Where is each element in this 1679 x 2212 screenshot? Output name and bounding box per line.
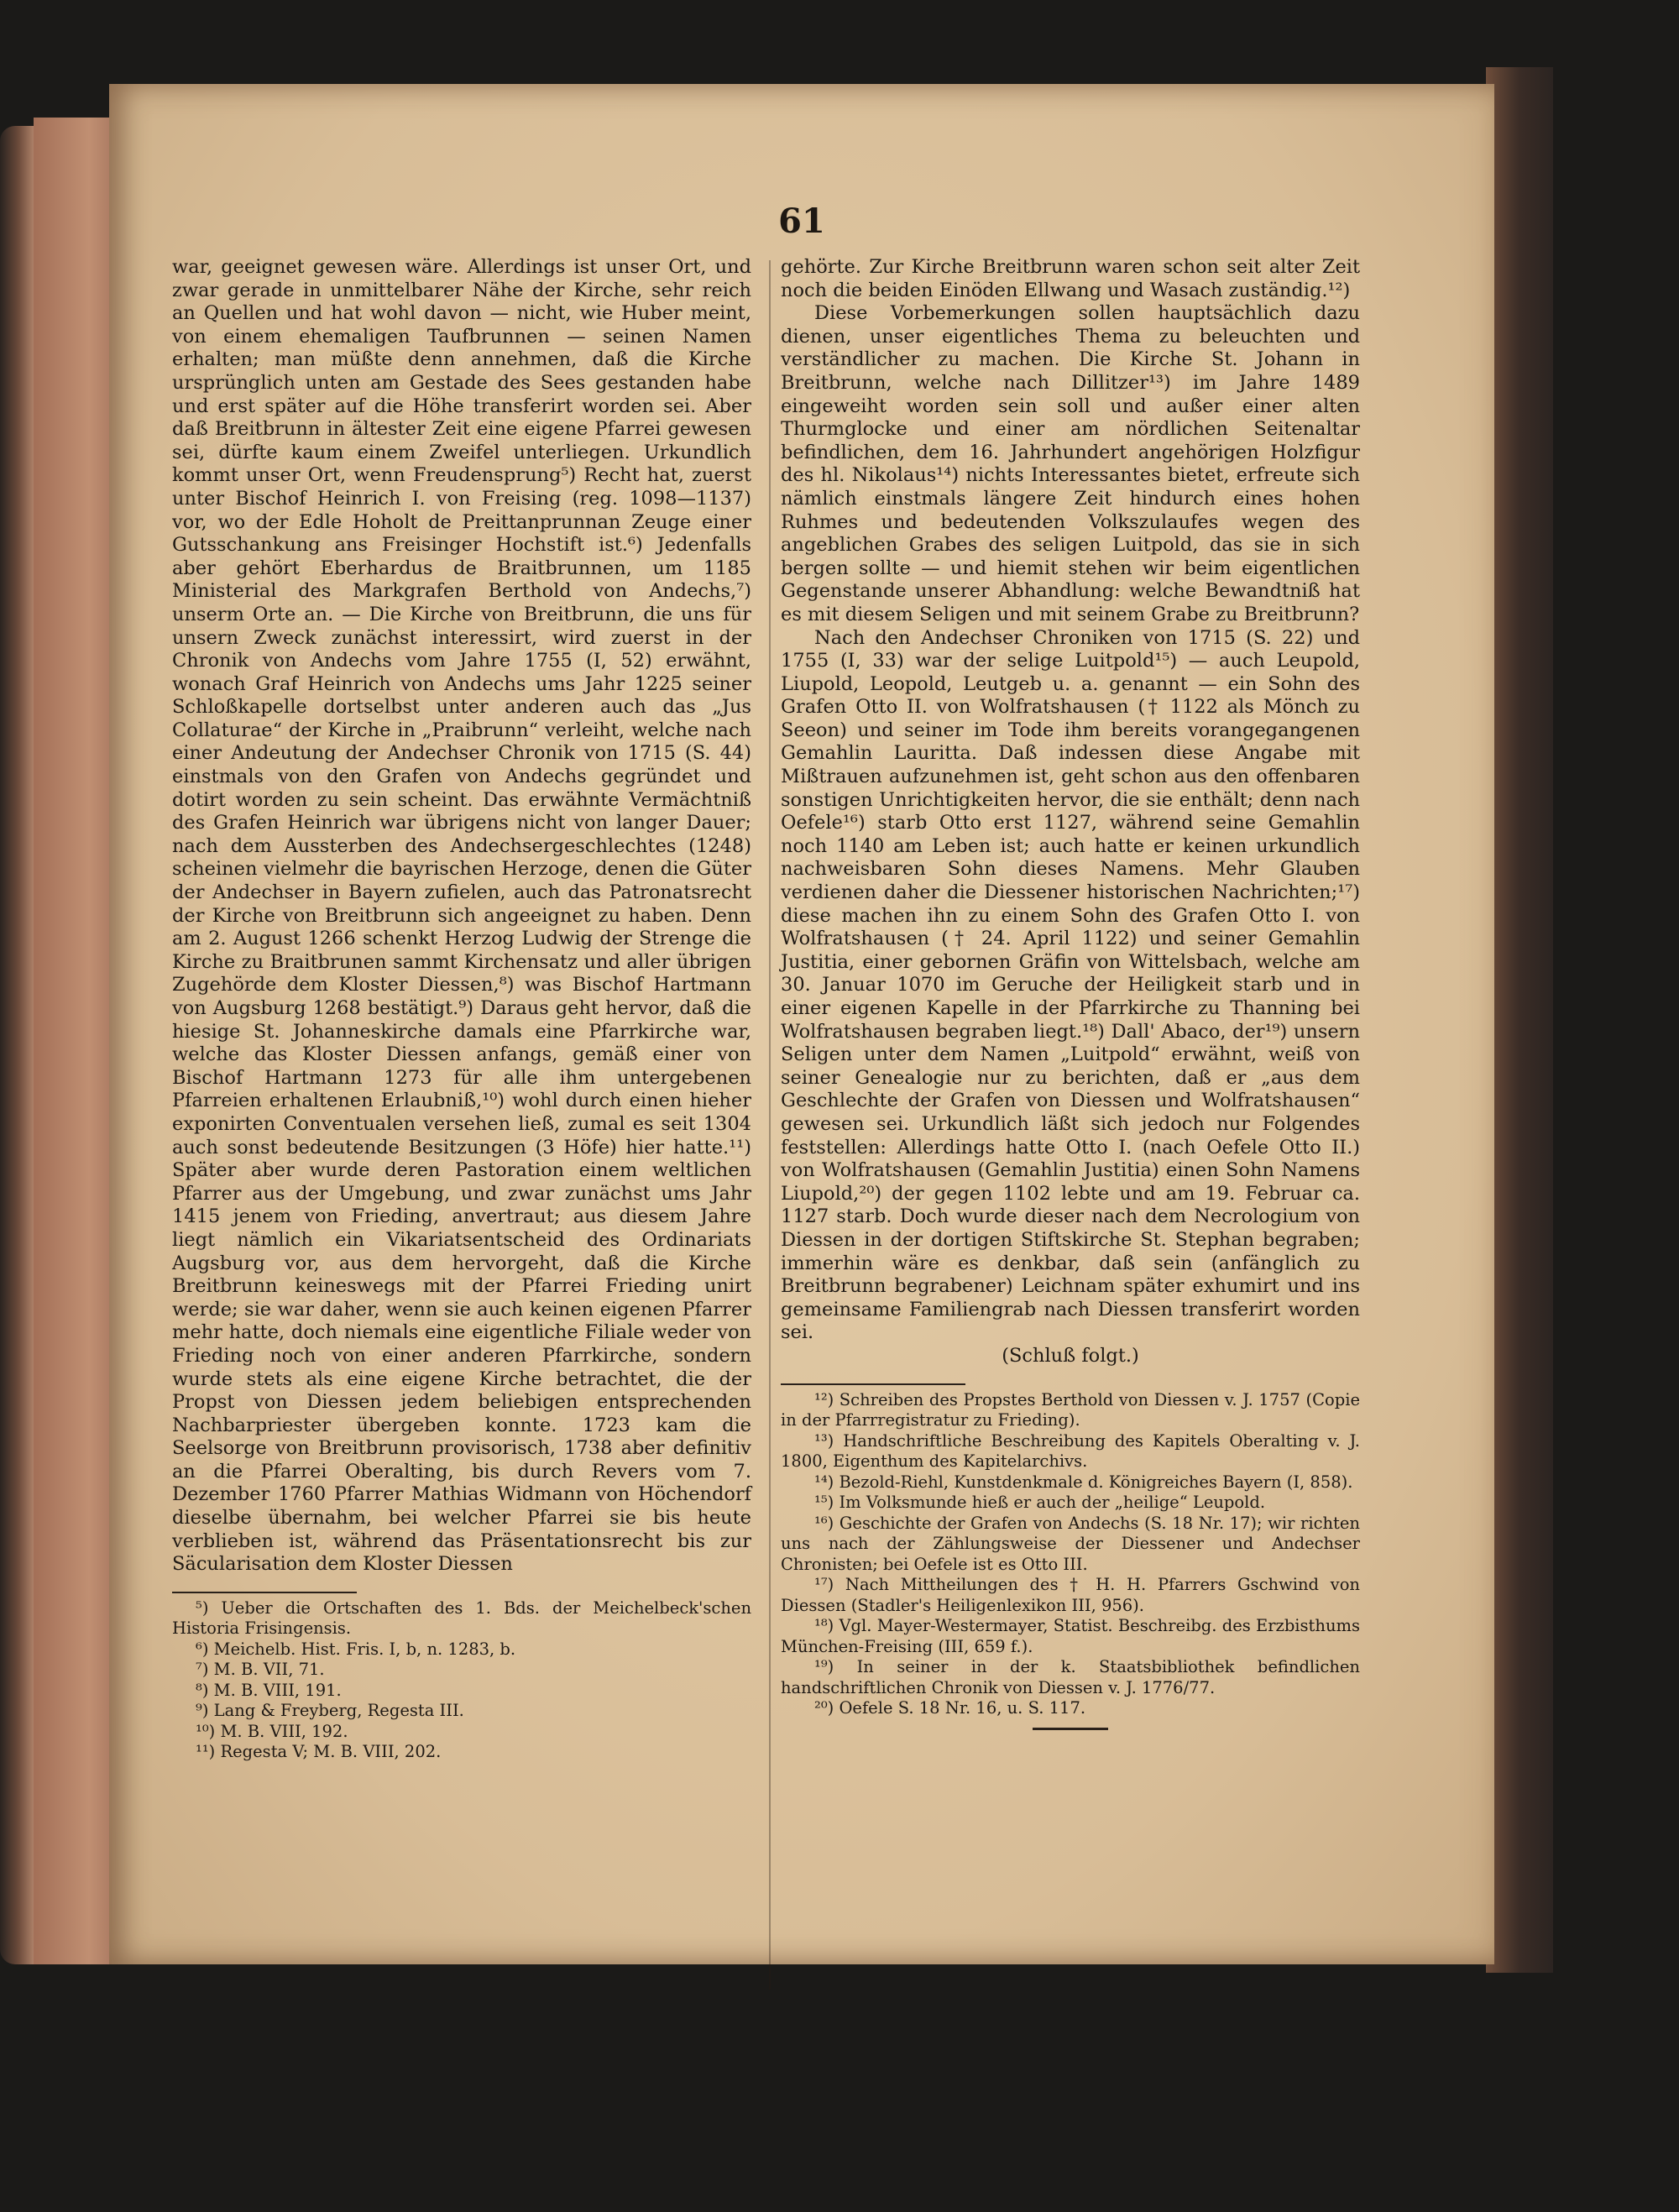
footnote: ¹⁶) Geschichte der Grafen von Andechs (S. 18 Nr. 17); wir richten uns nach der Zählungsweise der Diessener und Andechser Chronisten; bei Oefele ist es Otto III.	[781, 1513, 1360, 1574]
footnote: ¹²) Schreiben des Propstes Berthold von Diessen v. J. 1757 (Copie in der Pfarrregistratur zu Frieding).	[781, 1389, 1360, 1430]
right-column	[781, 256, 1360, 1730]
end-rule	[1033, 1728, 1108, 1730]
footnote: ⁷) M. B. VII, 71.	[196, 1660, 325, 1680]
right-paragraph-3: Nach den Andechser Chroniken von 1715 (S. 22) und 1755 (I, 33) war der selige Luitpold¹⁵) — auch Leupold, Liupold, Leopold, Leutgeb u. a. genannt — ein Sohn des Grafen Otto II. von Wolfratshausen († 1122 als Mönch zu Seeon) und seiner im Tode ihm bereits vorangegangenen Gemahlin Lauritta. Daß indessen diese Angabe mit Mißtrauen aufzunehmen ist, geht schon aus den offenbaren sonstigen Unrichtigkeiten hervor, die sie enthält; denn nach Oefele¹⁶) starb Otto erst 1127, während seine Gemahlin noch 1140 am Leben ist; auch hatte er keinen urkundlich nachweisbaren Sohn dieses Namens. Mehr Glauben verdienen daher die Diessener historischen Nachrichten;¹⁷) diese machen ihn zu einem Sohn des Grafen Otto I. von Wolfratshausen († 24. April 1122) und seiner Gemahlin Justitia, einer gebornen Gräfin von Wittelsbach, welche am 30. Januar 1070 im Geruche der Heiligkeit starb und in einer eigenen Kapelle in der Pfarrkirche zu Thanning bei Wolfratshausen begraben liegt.¹⁸) Dall' Abaco, der¹⁹) unsern Seligen unter dem Namen „Luitpold“ erwähnt, weiß von seiner Genealogie nur zu berichten, daß er „aus dem Geschlechte der Grafen von Diessen und Wolfratshausen“ gewesen sei. Urkundlich läßt sich jedoch nur Folgendes feststellen: Allerdings hatte Otto I. (nach Oefele Otto II.) von Wolfratshausen (Gemahlin Justitia) einen Sohn Namens Liupold,²⁰) der gegen 1102 lebte und am 19. Februar ca. 1127 starb. Doch wurde dieser nach dem Necrologium von Diessen in der dortigen Stiftskirche St. Stephan begraben; immerhin wäre es denkbar, daß sein (anfänglich zu Breitbrunn begrabener) Leichnam später exhumirt und ins gemeinsame Familiengrab nach Diessen transferirt worden sei.	[781, 626, 1360, 1344]
footnote: ¹⁷) Nach Mittheilungen des † H. H. Pfarrers Gschwind von Diessen (Stadler's Heiligenlexikon III, 956).	[781, 1575, 1360, 1615]
footnote: ¹⁸) Vgl. Mayer-Westermayer, Statist. Beschreibg. des Erzbisthums München-Freising (III, 659 f.).	[781, 1616, 1360, 1656]
left-column	[172, 256, 751, 1763]
column-divider	[769, 260, 771, 1990]
footnote: ¹¹) Regesta V; M. B. VIII, 202.	[196, 1742, 442, 1762]
footnote-rule	[172, 1592, 357, 1593]
footnote: ¹⁰) M. B. VIII, 192.	[196, 1721, 348, 1741]
footnote: ⁶) Meichelb. Hist. Fris. I, b, n. 1283, b.	[196, 1639, 516, 1659]
left-body-text: war, geeignet gewesen wäre. Allerdings ist unser Ort, und zwar gerade in unmittelbarer Nähe der Kirche, sehr reich an Quellen und hat wohl davon — nicht, wie Huber meint, von einem ehemaligen Taufbrunnen — seinen Namen erhalten; man müßte denn annehmen, daß die Kirche ursprünglich unten am Gestade des Sees gestanden habe und erst später auf die Höhe transferirt worden sei. Aber daß Breitbrunn in ältester Zeit eine eigene Pfarrei gewesen sei, dürfte kaum einem Zweifel unterliegen. Urkundlich kommt unser Ort, wenn Freudensprung⁵) Recht hat, zuerst unter Bischof Heinrich I. von Freising (reg. 1098—1137) vor, wo der Edle Hoholt de Preittanprunnan Zeuge einer Gutsschankung ans Freisinger Hochstift ist.⁶) Jedenfalls aber gehört Eberhardus de Braitbrunnen, um 1185 Ministerial des Markgrafen Berthold von Andechs,⁷) unserm Orte an. — Die Kirche von Breitbrunn, die uns für unsern Zweck zunächst interessirt, wird zuerst in der Chronik von Andechs vom Jahre 1755 (I, 52) erwähnt, wonach Graf Heinrich von Andechs ums Jahr 1225 seiner Schloßkapelle dortselbst unter anderen auch das „Jus Collaturae“ der Kirche in „Praibrunn“ verleiht, welche nach einer Andeutung der Andechser Chronik von 1715 (S. 44) einstmals von den Grafen von Andechs gegründet und dotirt worden zu sein scheint. Das erwähnte Vermächtniß des Grafen Heinrich war übrigens nicht von langer Dauer; nach dem Aussterben des Andechsergeschlechtes (1248) scheinen vielmehr die bayrischen Herzoge, denen die Güter der Andechser in Bayern zufielen, auch das Patronatsrecht der Kirche von Breitbrunn sich angeeignet zu haben. Denn am 2. August 1266 schenkt Herzog Ludwig der Strenge die Kirche zu Braitbrunen sammt Kirchensatz und aller übrigen Zugehörde dem Kloster Diessen,⁸) was Bischof Hartmann von Augsburg 1268 bestätigt.⁹) Daraus geht hervor, daß die hiesige St. Johanneskirche damals eine Pfarrkirche war, welche das Kloster Diessen anfangs, gemäß einer von Bischof Hartmann 1273 für alle ihm untergebenen Pfarreien erhaltenen Erlaubniß,¹⁰) wohl durch einen hieher exponirten Conventualen versehen ließ, zumal es seit 1304 auch sonst bedeutende Besitzungen (3 Höfe) hier hatte.¹¹) Später aber wurde deren Pastoration einem weltlichen Pfarrer aus der Umgebung, und zwar zunächst ums Jahr 1415 jenem von Frieding, anvertraut; aus diesem Jahre liegt nämlich ein Vikariatsentscheid des Ordinariats Augsburg vor, aus dem hervorgeht, daß die Kirche Breitbrunn keineswegs mit der Pfarrei Frieding unirt werde; sie war daher, wenn sie auch keinen eigenen Pfarrer mehr hatte, doch niemals eine eigentliche Filiale weder von Frieding noch von einer anderen Pfarrkirche, sondern wurde stets als eine eigene Kirche betrachtet, die der Propst von Diessen jedem beliebigen entsprechenden Nachbarpriester übergeben konnte. 1723 kam die Seelsorge von Breitbrunn provisorisch, 1738 aber definitiv an die Pfarrei Oberalting, bis durch Revers vom 7. Dezember 1760 Pfarrer Mathias Widmann von Höchendorf dieselbe übernahm, bei welcher Pfarrei sie bis heute verblieben ist, während das Präsentationsrecht bis zur Säcularisation dem Kloster Diessen	[172, 256, 751, 1576]
book-page	[109, 84, 1494, 1964]
continued-note: (Schluß folgt.)	[1002, 1344, 1139, 1367]
footnote: ⁵) Ueber die Ortschaften des 1. Bds. der Meichelbeck'schen Historia Frisingensis.	[172, 1598, 751, 1639]
page-number: 61	[778, 201, 825, 241]
book-cover-edge	[1486, 67, 1553, 1973]
footnote: ¹⁵) Im Volksmunde hieß er auch der „heilige“ Leupold.	[814, 1493, 1266, 1512]
footnote: ⁹) Lang & Freyberg, Regesta III.	[196, 1701, 464, 1721]
footnote: ¹⁴) Bezold-Riehl, Kunstdenkmale d. Königreiches Bayern (I, 858).	[814, 1472, 1353, 1492]
footnote: ¹⁹) In seiner in der k. Staatsbibliothek befindlichen handschriftlichen Chronik von Diessen v. J. 1776/77.	[781, 1657, 1360, 1697]
footnote: ⁸) M. B. VIII, 191.	[196, 1680, 342, 1700]
right-paragraph-1: gehörte. Zur Kirche Breitbrunn waren schon seit alter Zeit noch die beiden Einöden Ellwang und Wasach zuständig.¹²)	[781, 256, 1360, 301]
footnote-rule	[781, 1383, 965, 1385]
footnote: ¹³) Handschriftliche Beschreibung des Kapitels Oberalting v. J. 1800, Eigenthum des Kapitelarchivs.	[781, 1430, 1360, 1471]
right-paragraph-2: Diese Vorbemerkungen sollen hauptsächlich dazu dienen, unser eigentliches Thema zu beleuchten und verständlicher zu machen. Die Kirche St. Johann in Breitbrunn, welche nach Dillitzer¹³) im Jahre 1489 eingeweiht worden sein soll und außer einer alten Thurmglocke und einer am nördlichen Seitenaltar befindlichen, dem 16. Jahrhundert angehörigen Holzfigur des hl. Nikolaus¹⁴) nichts Interessantes bietet, erfreute sich nämlich einstmals längere Zeit hindurch eines hohen Ruhmes und bedeutenden Volkszulaufes wegen des angeblichen Grabes des seligen Luitpold, das sie in sich bergen sollte — und hiemit stehen wir beim eigentlichen Gegenstande unserer Abhandlung: welche Bewandtniß hat es mit diesem Seligen und mit seinem Grabe zu Breitbrunn?	[781, 302, 1360, 625]
footnote: ²⁰) Oefele S. 18 Nr. 16, u. S. 117.	[814, 1698, 1086, 1718]
